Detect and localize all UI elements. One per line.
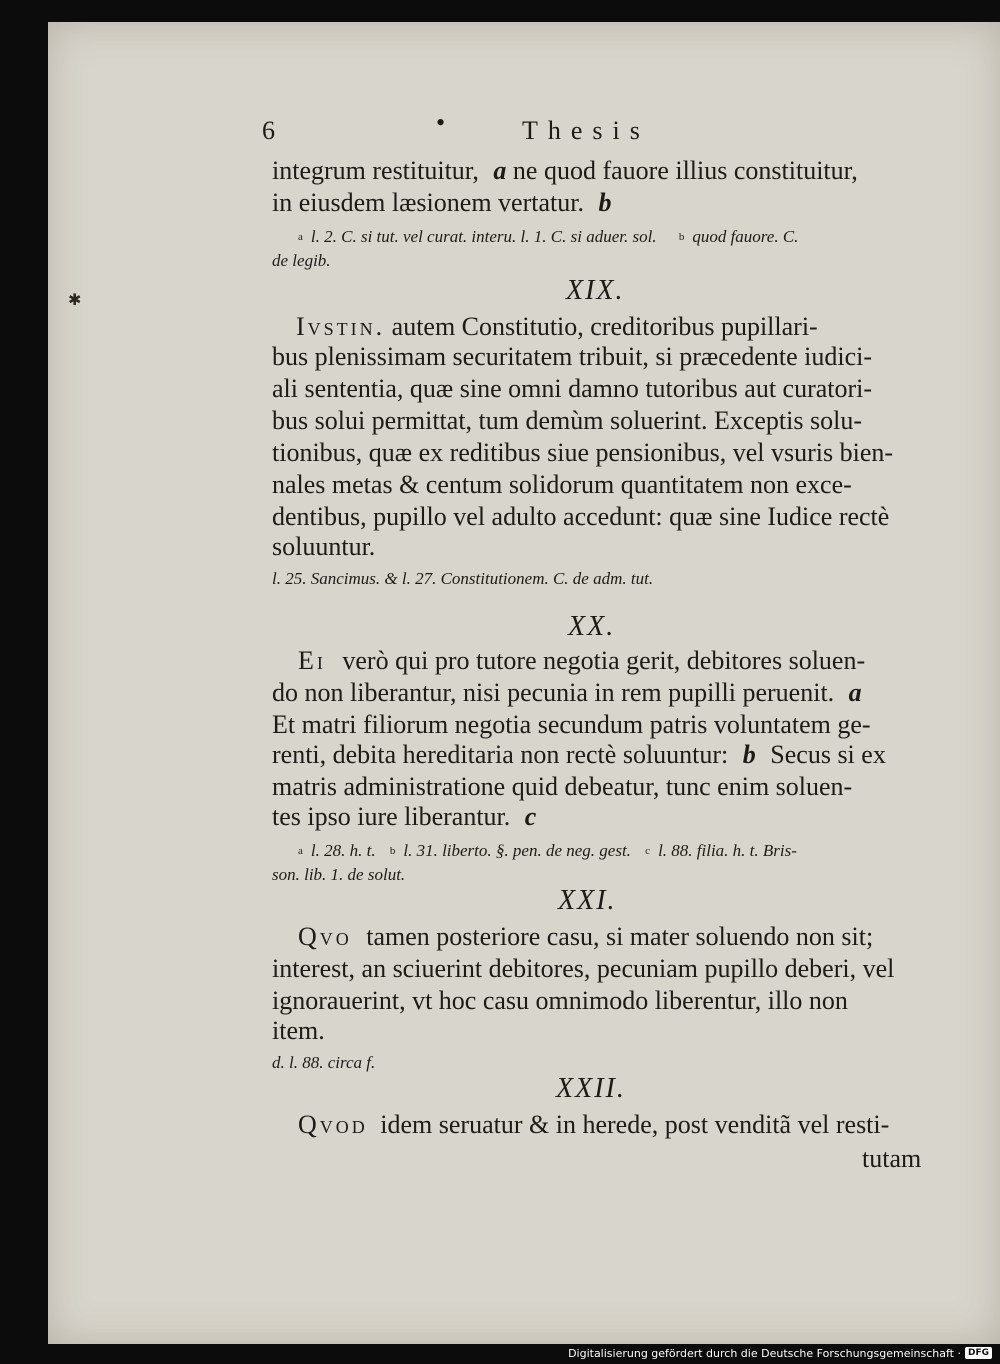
- text-line: Ei verò qui pro tutore negotia gerit, debitores soluen-: [298, 646, 866, 675]
- text-line: bus solui permittat, tum demùm soluerint. Exceptis solu-: [272, 406, 862, 435]
- footnote-line: de legib.: [272, 251, 331, 270]
- running-head-dot: •: [436, 108, 446, 137]
- footnote-mark: c: [524, 802, 537, 831]
- text-line: nales metas & centum solidorum quantitatem non exce-: [272, 470, 852, 499]
- footnote-line: d. l. 88. circa f.: [272, 1053, 376, 1072]
- text-line: integrum restituitur, a ne quod fauore illius constituitur,: [272, 156, 858, 185]
- text-line: item.: [272, 1016, 325, 1045]
- text-line: bus plenissimam securitatem tribuit, si præcedente iudici-: [272, 342, 873, 371]
- section-initial: Ei: [298, 646, 326, 675]
- text-line: ali sententia, quæ sine omni damno tutoribus aut curatori-: [272, 374, 873, 403]
- text-line: Ivstin. autem Constitutio, creditoribus pupillari-: [296, 312, 818, 341]
- footnote-line: $^a$ l. 28. h. t. $^b$ l. 31. liberto. §. pen. de neg. gest. $^c$ l. 88. filia. h. t. Bris-: [298, 841, 797, 860]
- text-line: matris administratione quid debeatur, tunc enim soluen-: [272, 772, 853, 801]
- footnote-line: $^a$ l. 2. C. si tut. vel curat. interu. l. 1. C. si aduer. sol. $^b$ quod fauore. C.: [298, 227, 799, 246]
- footnote-mark: a: [848, 678, 862, 707]
- text-line: tionibus, quæ ex reditibus siue pensionibus, vel vsuris bien-: [272, 438, 894, 467]
- text-line: Et matri filiorum negotia secundum patris voluntatem ge-: [272, 710, 871, 739]
- text-line: renti, debita hereditaria non rectè soluuntur: b Secus si ex: [272, 740, 886, 769]
- section-initial: Ivstin.: [296, 312, 386, 341]
- page-number-mark: 6: [262, 116, 275, 145]
- footnote-mark: b: [598, 188, 612, 217]
- section-initial: Qvod: [298, 1110, 368, 1139]
- text-line: soluuntur.: [272, 532, 376, 561]
- footnote-line: son. lib. 1. de solut.: [272, 865, 406, 884]
- digitization-footer: [568, 1344, 992, 1362]
- section-heading: XXI.: [558, 885, 617, 916]
- text-line: dentibus, pupillo vel adulto accedunt: quæ sine Iudice rectè: [272, 502, 890, 531]
- text-line: Qvod idem seruatur & in herede, post venditã vel resti-: [298, 1110, 890, 1139]
- footnote-mark: a: [493, 156, 507, 185]
- text-line: interest, an sciuerint debitores, pecuniam pupillo deberi, vel: [272, 954, 895, 983]
- running-head-title: Thesis: [522, 116, 650, 145]
- section-heading: XIX.: [566, 275, 625, 306]
- text-line: in eiusdem læsionem vertatur. b: [272, 188, 612, 217]
- section-initial: Qvo: [298, 922, 352, 951]
- text-line: do non liberantur, nisi pecunia in rem pupilli peruenit. a: [272, 678, 862, 707]
- section-heading: XXII.: [556, 1073, 626, 1104]
- footnote-line: l. 25. Sancimus. & l. 27. Constitutionem. C. de adm. tut.: [272, 569, 654, 588]
- text-line: Qvo tamen posteriore casu, si mater soluendo non sit;: [298, 922, 874, 951]
- dfg-logo: DFG: [965, 1347, 992, 1359]
- section-heading: XX.: [568, 611, 616, 642]
- catchword: tutam: [862, 1144, 922, 1173]
- footer-text: Digitalisierung gefördert durch die Deutsche Forschungsgemeinschaft ·: [568, 1346, 961, 1360]
- footnote-mark: b: [742, 740, 756, 769]
- text-line: tes ipso iure liberantur. c: [272, 802, 537, 831]
- text-line: ignorauerint, vt hoc casu omnimodo liberentur, illo non: [272, 986, 848, 1015]
- margin-star-mark: ✱: [68, 292, 82, 309]
